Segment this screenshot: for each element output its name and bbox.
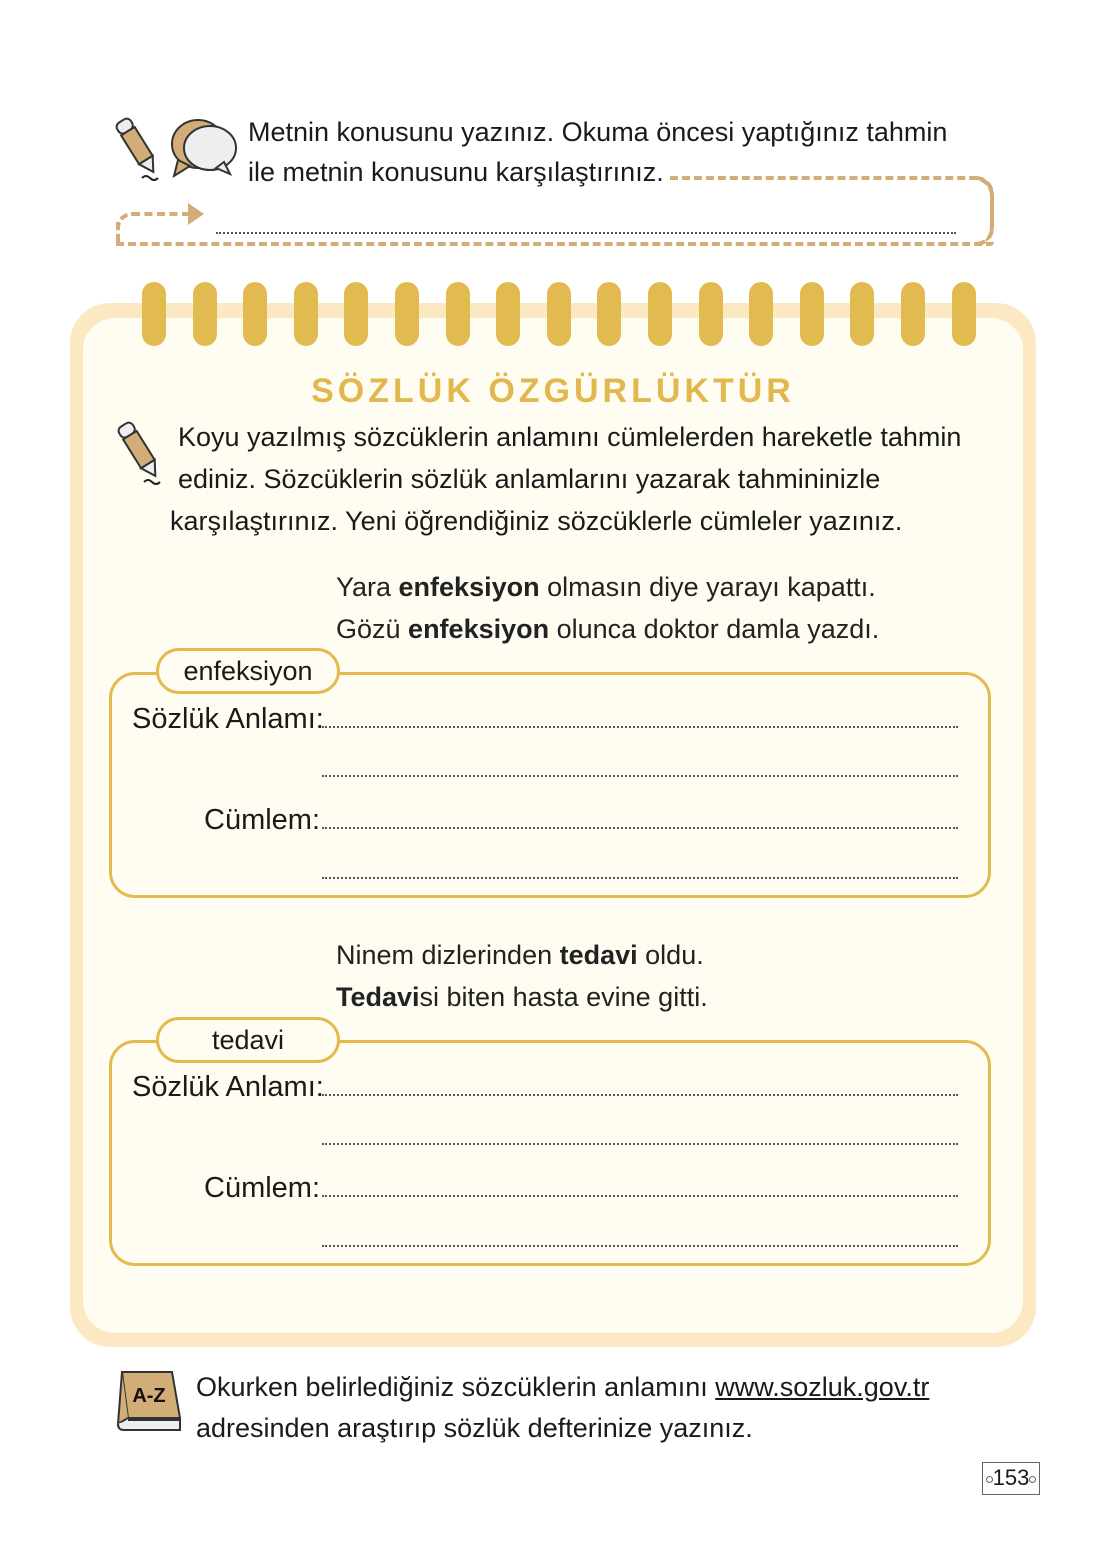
- pencil-icon: [114, 112, 164, 186]
- spiral-ring: [699, 282, 723, 352]
- word-tab: enfeksiyon: [156, 648, 340, 694]
- spiral-ring: [749, 282, 773, 352]
- svg-text:A-Z: A-Z: [132, 1385, 166, 1407]
- example-sentence: Ninem dizlerinden tedavi oldu.: [336, 940, 704, 970]
- dictionary-book-icon: [114, 1368, 184, 1436]
- sozluk-link[interactable]: www.sozluk.gov.tr: [715, 1372, 930, 1402]
- top-task-line-1: Metnin konusunu yazınız. Okuma öncesi yaptığınız tahmin: [248, 117, 948, 147]
- meaning-line[interactable]: [322, 1094, 958, 1096]
- page-number: 153: [982, 1462, 1040, 1495]
- pencil-icon: [116, 416, 166, 490]
- sentence-line[interactable]: [322, 1245, 958, 1247]
- spiral-ring: [193, 282, 217, 352]
- topic-answer-line[interactable]: [216, 232, 956, 234]
- dashed-frame-right: [976, 176, 994, 246]
- meaning-label: Sözlük Anlamı:: [132, 1071, 324, 1103]
- spiral-ring: [952, 282, 976, 352]
- instruction-line-3: karşılaştırınız. Yeni öğrendiğiniz sözcüklerle cümleler yazınız.: [170, 506, 903, 536]
- sentence-line[interactable]: [322, 877, 958, 879]
- dashed-frame: [670, 176, 994, 246]
- spiral-ring: [294, 282, 318, 352]
- arrow-right-icon: [188, 203, 204, 225]
- top-task-line-2: ile metnin konusunu karşılaştırınız.: [248, 157, 664, 187]
- sentence-label: Cümlem:: [204, 1172, 321, 1204]
- arrow-line: [132, 212, 190, 216]
- spiral-ring: [648, 282, 672, 352]
- spiral-ring: [446, 282, 470, 352]
- sentence-line[interactable]: [322, 827, 958, 829]
- dashed-frame-left-lower: [116, 222, 120, 246]
- meaning-label: Sözlük Anlamı:: [132, 703, 324, 735]
- section-title: SÖZLÜK ÖZGÜRLÜKTÜR: [311, 372, 795, 410]
- spiral-ring: [496, 282, 520, 352]
- example-sentence: Yara enfeksiyon olmasın diye yarayı kapattı.: [336, 572, 876, 602]
- speech-bubble-icon: [168, 116, 240, 180]
- instruction-line-2: ediniz. Sözcüklerin sözlük anlamlarını yazarak tahmininizle: [178, 464, 881, 494]
- sentence-line[interactable]: [322, 1195, 958, 1197]
- footer-line-2: adresinden araştırıp sözlük defterinize yazınız.: [196, 1413, 753, 1443]
- example-sentence: Tedavisi biten hasta evine gitti.: [336, 982, 708, 1012]
- meaning-line[interactable]: [322, 775, 958, 777]
- spiral-ring: [547, 282, 571, 352]
- spiral-ring: [850, 282, 874, 352]
- spiral-ring: [395, 282, 419, 352]
- spiral-ring: [901, 282, 925, 352]
- word-tab: tedavi: [156, 1017, 340, 1063]
- footer-line-1: Okurken belirlediğiniz sözcüklerin anlamını www.sozluk.gov.tr: [196, 1372, 930, 1402]
- spiral-ring: [800, 282, 824, 352]
- meaning-line[interactable]: [322, 726, 958, 728]
- spiral-ring: [243, 282, 267, 352]
- example-sentence: Gözü enfeksiyon olunca doktor damla yazdı.: [336, 614, 880, 644]
- dashed-frame-bottom: [116, 242, 994, 246]
- instruction-line-1: Koyu yazılmış sözcüklerin anlamını cümlelerden hareketle tahmin: [178, 422, 962, 452]
- spiral-ring: [142, 282, 166, 352]
- meaning-line[interactable]: [322, 1143, 958, 1145]
- spiral-ring: [597, 282, 621, 352]
- sentence-label: Cümlem:: [204, 804, 321, 836]
- spiral-ring: [344, 282, 368, 352]
